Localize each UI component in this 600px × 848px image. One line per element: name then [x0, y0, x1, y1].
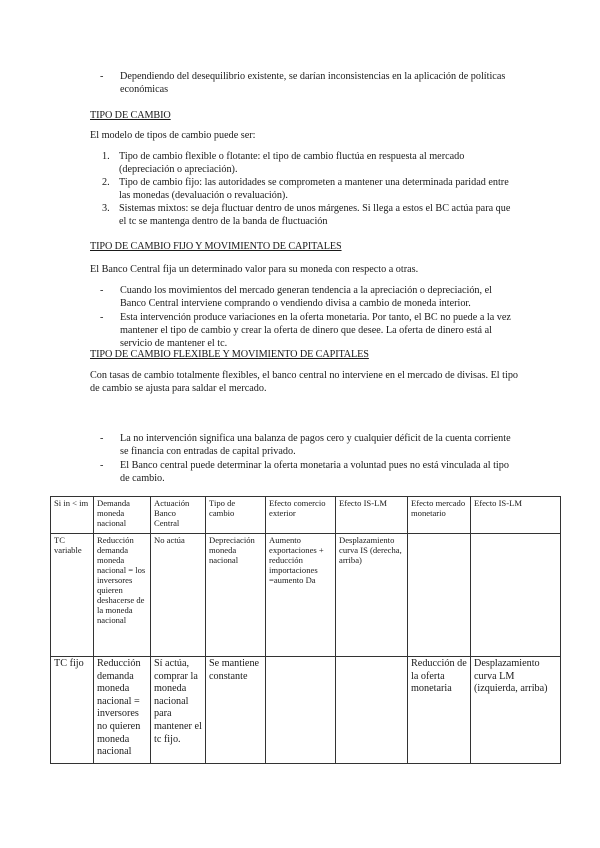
section2-bullet-list	[100, 284, 520, 351]
table-header-cell: Demanda moneda nacional	[94, 497, 151, 534]
top-bullet-list	[100, 70, 520, 97]
table-header-cell: Efecto comercio exterior	[266, 497, 336, 534]
table-cell: Aumento exportaciones + reducción importaciones =aumento Da	[266, 534, 336, 657]
list-item: 2. Tipo de cambio fijo: las autoridades se comprometen a mantener una determinada paridad entre las monedas (devaluación o revaluación).	[102, 177, 509, 201]
table-cell: Depreciación moneda nacional	[206, 534, 266, 657]
table-header-cell: Efecto IS-LM	[471, 497, 561, 534]
table-header-cell: Efecto mercado monetario	[408, 497, 471, 534]
table-cell	[266, 657, 336, 764]
table-cell	[471, 534, 561, 657]
table-header-cell: Tipo de cambio	[206, 497, 266, 534]
section-heading-tipo-fijo: TIPO DE CAMBIO FIJO Y MOVIMIENTO DE CAPITALES	[90, 241, 342, 252]
table-header-cell: Actuación Banco Central	[151, 497, 206, 534]
list-item: - Esta intervención produce variaciones en la oferta monetaria. Por tanto, el BC no puede a la vez mantener el tipo de cambio y crear la oferta de dinero que desee. La oferta de dinero está al servicio de mantener el tc.	[100, 311, 520, 350]
table-header-cell: Si in < im	[51, 497, 94, 534]
table-cell	[336, 657, 408, 764]
table-cell: TC fijo	[51, 657, 94, 764]
table-cell	[408, 534, 471, 657]
table-cell: Desplazamiento curva IS (derecha, arriba)	[336, 534, 408, 657]
list-item: - Cuando los movimientos del mercado generan tendencia a la apreciación o depreciación, el Banco Central interviene comprando o vendiendo divisa a cambio de moneda interior.	[100, 284, 520, 310]
table-cell: TC variable	[51, 534, 94, 657]
list-item: - Dependiendo del desequilibrio existente, se darían inconsistencias en la aplicación de políticas económicas	[100, 70, 520, 96]
list-item: - El Banco central puede determinar la oferta monetaria a voluntad pues no está vinculada al tipo de cambio.	[100, 459, 520, 485]
list-item: 1. Tipo de cambio flexible o flotante: el tipo de cambio fluctúa en respuesta al mercado (depreciación o apreciación).	[102, 151, 465, 175]
table-cell: Reducción de la oferta monetaria	[408, 657, 471, 764]
table-header-cell: Efecto IS-LM	[336, 497, 408, 534]
exchange-rate-table	[50, 496, 561, 764]
table-cell: Sí actúa, comprar la moneda nacional para mantener el tc fijo.	[151, 657, 206, 764]
exchange-model-list	[102, 150, 520, 228]
table-row	[51, 657, 561, 764]
table-cell: Se mantiene constante	[206, 657, 266, 764]
table-cell: Reducción demanda moneda nacional = los inversores quieren deshacerse de la moneda nacional	[94, 534, 151, 657]
section-heading-tipo-flexible: TIPO DE CAMBIO FLEXIBLE Y MOVIMIENTO DE CAPITALES	[90, 349, 369, 360]
list-item: 3. Sistemas mixtos: se deja fluctuar dentro de unos márgenes. Si llega a estos el BC actúa para que el tc se mantenga dentro de la banda de fluctuación	[102, 203, 511, 227]
table-cell: No actúa	[151, 534, 206, 657]
table-row	[51, 534, 561, 657]
table-header-row	[51, 497, 561, 534]
section2-intro: El Banco Central fija un determinado valor para su moneda con respecto a otras.	[90, 264, 419, 275]
table-cell: Reducción demanda moneda nacional = inversores no quieren moneda nacional	[94, 657, 151, 764]
table-cell: Desplazamiento curva LM (izquierda, arriba)	[471, 657, 561, 764]
section3-bullet-list	[100, 432, 520, 486]
section-heading-tipo-de-cambio: TIPO DE CAMBIO	[90, 110, 171, 121]
section3-intro: Con tasas de cambio totalmente flexibles, el banco central no interviene en el mercado de divisas. El tipo de cambio se ajusta para saldar el mercado.	[90, 370, 519, 394]
list-item: - La no intervención significa una balanza de pagos cero y cualquier déficit de la cuenta corriente se financia con entradas de capital privado.	[100, 432, 520, 458]
section1-intro: El modelo de tipos de cambio puede ser:	[90, 130, 256, 141]
